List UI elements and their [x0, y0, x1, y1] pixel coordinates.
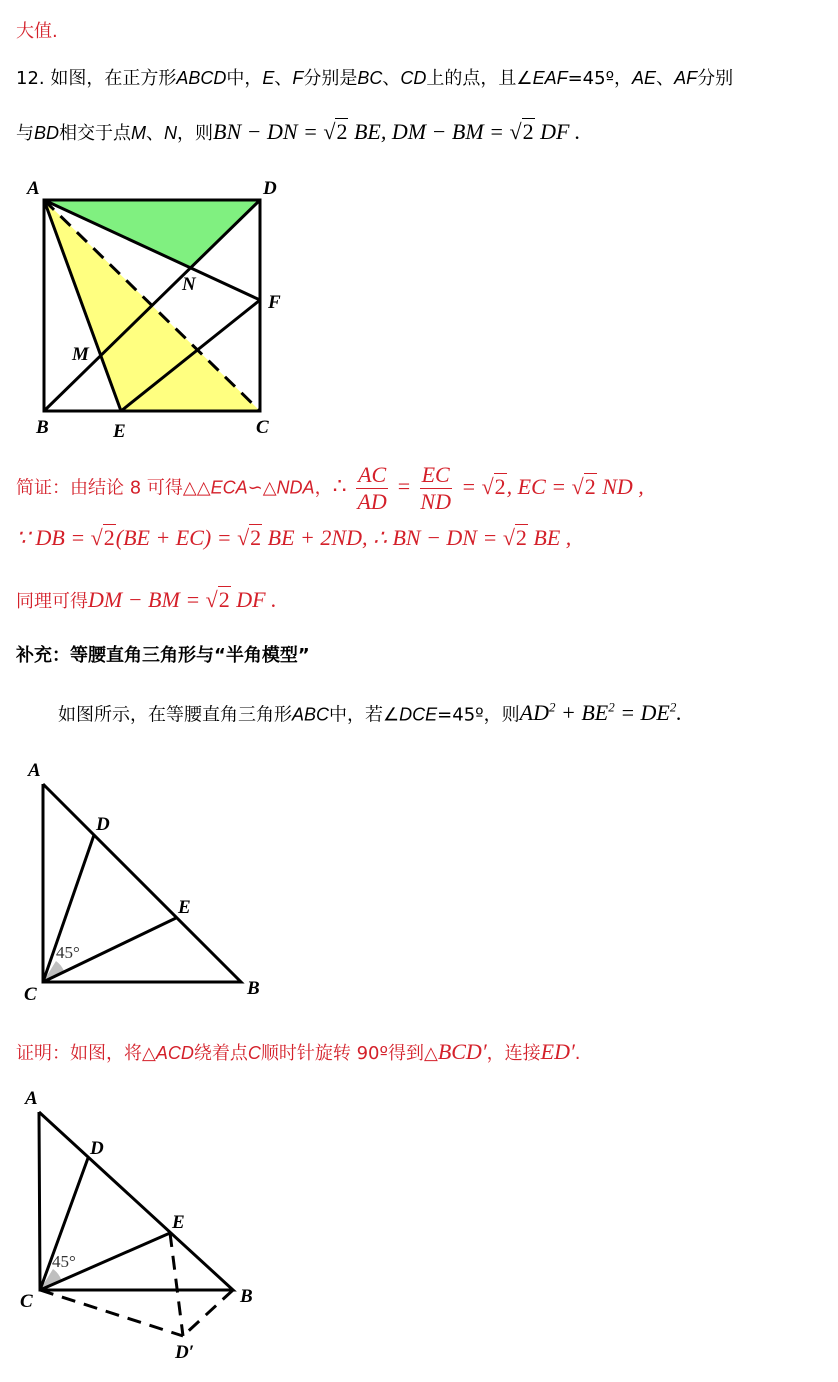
proof1-line3	[16, 588, 277, 614]
text: 中，	[226, 68, 263, 89]
segment-bc: BC	[357, 68, 383, 88]
radicand: 2	[218, 587, 230, 612]
label-a: A	[28, 760, 41, 781]
text: △	[262, 477, 277, 499]
text: 与	[16, 123, 34, 144]
point-m: M	[131, 123, 147, 143]
proof1-line1	[16, 462, 644, 515]
label-d: D	[90, 1138, 104, 1159]
text: ，则	[177, 123, 214, 144]
text: ，连接	[486, 1043, 541, 1064]
segment-af: AF	[674, 68, 698, 88]
text: ，	[314, 477, 333, 499]
line-bd-prime-dashed	[183, 1290, 233, 1336]
formula-part: (BE + EC) =	[115, 525, 238, 550]
sqrt-symbol: √2	[205, 587, 230, 612]
label-d: D	[96, 814, 110, 835]
triangle-bcd-prime: BCD′	[437, 1039, 487, 1064]
text: 、	[274, 68, 293, 89]
text: 、	[656, 68, 675, 89]
line-ed-prime-dashed	[170, 1233, 183, 1336]
radicand: 2	[103, 525, 115, 550]
label-b: B	[240, 1286, 253, 1307]
denominator: ND	[420, 489, 451, 514]
label-m: M	[72, 344, 89, 365]
equals: =	[392, 473, 416, 499]
triangle-eca: ECA	[210, 477, 248, 498]
point-f: F	[292, 68, 304, 88]
radicand: 2	[336, 119, 348, 144]
sqrt-symbol: √2	[571, 473, 596, 499]
label-e: E	[178, 897, 191, 918]
fraction-ec-nd	[420, 462, 452, 515]
label-c: C	[256, 417, 269, 438]
label-b: B	[247, 978, 260, 999]
formula-part: AD	[519, 700, 549, 726]
supplement-heading: 补充：等腰直角三角形与“半角模型”	[16, 645, 310, 666]
angle-label: 45°	[52, 1252, 76, 1271]
formula-part: DF .	[230, 587, 277, 612]
label-d: D	[263, 178, 277, 199]
triangle-acd: ACD	[155, 1043, 194, 1063]
text: 分别是	[303, 68, 358, 89]
label-a: A	[27, 178, 40, 199]
therefore-symbol: ∴	[332, 473, 353, 499]
proof2-line	[16, 1040, 581, 1066]
exponent: 2	[548, 700, 556, 715]
exponent: 2	[669, 700, 677, 715]
formula-part: BE, DM − BM =	[348, 119, 510, 144]
label-d-prime: D′	[175, 1342, 195, 1363]
text: 分别	[697, 68, 734, 89]
label-e: E	[172, 1212, 185, 1233]
label-n: N	[182, 274, 196, 295]
similar-symbol: ∽	[247, 477, 263, 499]
figure-rotation	[0, 1080, 300, 1380]
formula-part: ∵ DB =	[16, 525, 91, 550]
proof1-line2	[16, 526, 571, 550]
formula-part: DM − BM =	[88, 587, 206, 612]
text: .	[574, 1043, 581, 1064]
label-a: A	[25, 1088, 38, 1109]
sqrt-symbol: √2	[237, 525, 262, 550]
numerator: AC	[358, 462, 387, 487]
radicand: 2	[494, 473, 506, 499]
numerator: EC	[421, 462, 450, 487]
text: 上的点，且∠	[426, 68, 533, 89]
intro-text: 大值.	[16, 21, 58, 42]
text: 中，若∠	[329, 704, 400, 726]
label-c: C	[20, 1291, 33, 1312]
formula-part: + BE	[555, 700, 609, 726]
radicand: 2	[522, 119, 534, 144]
text: 、	[382, 68, 401, 89]
segment-cd: CD	[400, 68, 427, 88]
problem-number: 12.	[16, 68, 45, 89]
segment-ed-prime: ED′	[540, 1039, 575, 1064]
text: 简证：由结论 8 可得△△	[16, 477, 211, 499]
label-e: E	[113, 421, 126, 442]
fraction-ac-ad	[356, 462, 388, 515]
text: 顺时针旋转 90º得到△	[260, 1043, 438, 1064]
text: 如图所示，在等腰直角三角形	[58, 704, 292, 726]
triangle-abc: ABC	[292, 704, 330, 725]
formula-part: BE ,	[527, 525, 572, 550]
angle-label: 45°	[56, 943, 80, 962]
sqrt-symbol: √2	[502, 525, 527, 550]
label-c: C	[24, 984, 37, 1005]
line-cd-prime-dashed	[40, 1290, 183, 1336]
formula-part: DF .	[534, 119, 581, 144]
text: 如图，在正方形	[50, 68, 177, 89]
formula-part: BE + 2ND, ∴ BN − DN =	[262, 525, 503, 550]
formula-part: = DE	[614, 700, 670, 726]
text: 同理可得	[16, 591, 88, 612]
segment-bd: BD	[34, 123, 60, 143]
text: 绕着点	[193, 1043, 248, 1064]
formula-part: ND ,	[596, 473, 644, 499]
text: =45º，	[567, 68, 633, 89]
text: 相交于点	[59, 123, 132, 144]
radicand: 2	[584, 473, 596, 499]
triangle-nda: NDA	[276, 477, 315, 498]
label-f: F	[268, 292, 281, 313]
denominator: AD	[357, 489, 387, 514]
sqrt-symbol: √2	[509, 119, 534, 144]
sqrt-symbol: √2	[90, 525, 115, 550]
figure-square-abcd	[0, 0, 300, 450]
text: 证明：如图，将△	[16, 1043, 156, 1064]
formula-part: , EC =	[506, 473, 572, 499]
text: =45º，则	[437, 704, 520, 726]
radicand: 2	[515, 525, 527, 550]
angle-eaf: EAF	[532, 68, 568, 88]
formula-part: BN − DN =	[213, 119, 324, 144]
point-c: C	[247, 1043, 261, 1063]
text: 、	[146, 123, 165, 144]
label-b: B	[36, 417, 49, 438]
formula-part: .	[676, 700, 682, 726]
point-n: N	[164, 123, 178, 143]
exponent: 2	[608, 700, 615, 715]
sqrt-symbol: √2	[481, 473, 506, 499]
sqrt-symbol: √2	[323, 119, 348, 144]
angle-dce: DCE	[399, 704, 438, 725]
supplement-statement	[58, 696, 682, 727]
square-name: ABCD	[176, 68, 227, 88]
point-e: E	[262, 68, 275, 88]
figure-isosceles-right-triangle	[0, 740, 300, 1020]
equals: =	[455, 473, 482, 499]
radicand: 2	[250, 525, 262, 550]
segment-ae: AE	[632, 68, 657, 88]
